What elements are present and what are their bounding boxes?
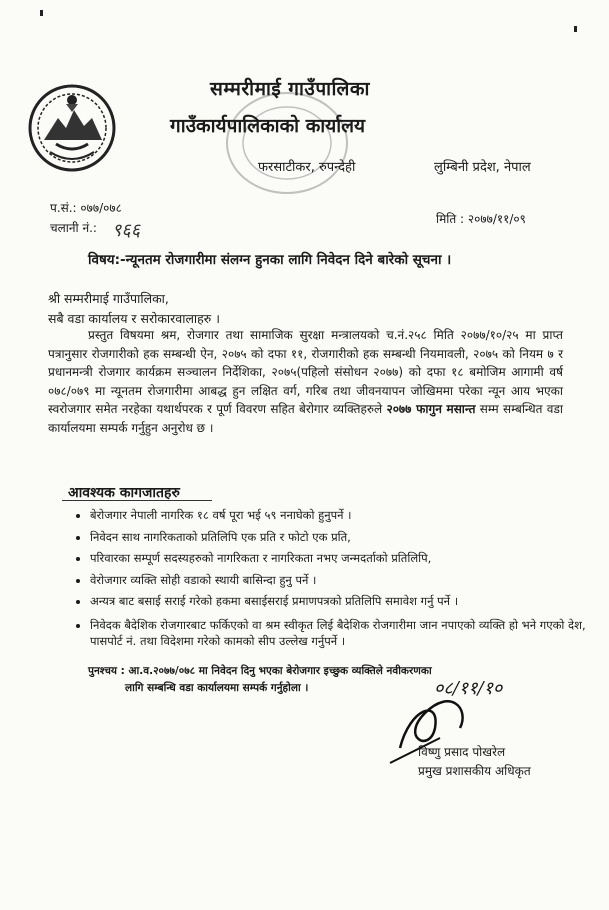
body-text: प्रस्तुत विषयमा श्रम, रोजगार तथा सामाजिक सुरक्षा मन्त्रालयको च.नं.२५८ मिति २०७७/१०/२५ मा प्राप्त पत्रानुसार रोजगारीको हक सम्बन्धी ऐन, २०७५ को दफा ११, रोजगारीको हक सम्बन्धी नियमावली, २०७५ को नियम ७ र प्रधानमन्त्री रोजगार कार्यक्रम सञ्चालन निर्देशिका, २०७५(पहिलो संसोधन २०७७) को दफा १८ बमोजिम आगामी वर्ष ०७८/०७९ मा न्यूनतम रोजगारीमा आबद्ध हुन लक्षित वर्ग, गरिब तथा जीवनयापन जोखिममा परेका न्यून आय भएका स्वरोजगार समेत नरहेका यथार्थपरक र पूर्ण विवरण सहित बेरोगार व्यक्तिहरुले xyxy=(48,328,563,417)
chalani-number: ९६६ xyxy=(112,220,141,241)
postscript-line: पुनश्चय : आ.व.२०७७/०७८ मा निवेदन दिनु भएका बेरोजगार इच्छुक व्यक्तिले नवीकरणका xyxy=(88,665,432,677)
province-address: लुम्बिनी प्रदेश, नेपाल xyxy=(434,160,531,175)
signatory-title: प्रमुख प्रशासकीय अधिकृत xyxy=(418,764,531,778)
list-item: • बेरोजगार नेपाली नागरिक १८ वर्ष पूरा भई ५९ ननाघेको हुनुपर्ने । xyxy=(90,505,590,527)
notice-subject: विषय:-न्यूनतम रोजगारीमा संलग्न हुनका लागि निवेदन दिने बारेको सूचना । xyxy=(88,252,452,268)
list-item: • वेरोजगार व्यक्ति सोही वडाको स्थायी बासिन्दा हुनु पर्ने । xyxy=(90,570,590,592)
signature-date: ०८/११/१० xyxy=(434,678,503,699)
ps-number: प.सं.: ०७७/०७८ xyxy=(50,201,122,215)
nepal-emblem-icon xyxy=(26,82,118,174)
chalani-label: चलानी नं.: xyxy=(50,221,97,235)
required-docs-list xyxy=(68,505,590,649)
scan-speck xyxy=(40,10,43,16)
signatory-name: विष्णु प्रसाद पोखरेल xyxy=(418,745,506,759)
postscript-line: लागि सम्बन्धि वडा कार्यालयमा सम्पर्क गर्नुहोला । xyxy=(125,682,309,694)
scan-speck xyxy=(574,26,577,32)
title-underline xyxy=(62,500,212,501)
required-docs-title: आवश्यक कागजातहरु xyxy=(68,485,180,501)
list-item: • अन्यत्र बाट बसाई सराई गरेको हकमा बसाईसराई प्रमाणपत्रको प्रतिलिपि समावेश गर्नु पर्ने । xyxy=(90,591,590,613)
body-text: सम्म सम्बन्धित वडा कार्यालयमा सम्पर्क गर्नुहुन अनुरोध छ । xyxy=(48,402,563,435)
addressee-line: श्री सम्मरीमाई गाउँपालिका, xyxy=(48,291,169,306)
office-stamp-icon xyxy=(222,88,352,198)
body-paragraph xyxy=(48,326,563,438)
office-name: गाउँकार्यपालिकाको कार्यालय xyxy=(170,115,366,137)
office-address: फरसाटीकर, रुपन्देही xyxy=(258,160,356,175)
list-item: • निवेदक बैदेशिक रोजगारबाट फर्किएको वा श्रम स्वीकृत लिई बैदेशिक रोजगारीमा जान नपाएको व्यक्ति हो भने गएको देश, पासपोर्ट नं. तथा विदेशमा गरेको कामको सीप उल्लेख गर्नुपर्ने । xyxy=(90,617,590,649)
list-item: • परिवारका सम्पूर्ण सदस्यहरुको नागरिकता र नागरिकता नभए जन्मदर्ताको प्रतिलिपि, xyxy=(90,548,590,570)
addressee-block xyxy=(48,289,220,329)
org-name: सम्मरीमाई गाउँपालिका xyxy=(210,78,370,100)
deadline-text: २०७७ फागुन मसान्त xyxy=(386,402,476,417)
addressee-line: सबै वडा कार्यालय र सरोकारवालाहरु । xyxy=(48,311,220,326)
issue-date: मिति : २०७७/११/०९ xyxy=(436,212,526,226)
list-item: • निवेदन साथ नागरिकताको प्रतिलिपि एक प्रति र फोटो एक प्रति, xyxy=(90,527,590,549)
